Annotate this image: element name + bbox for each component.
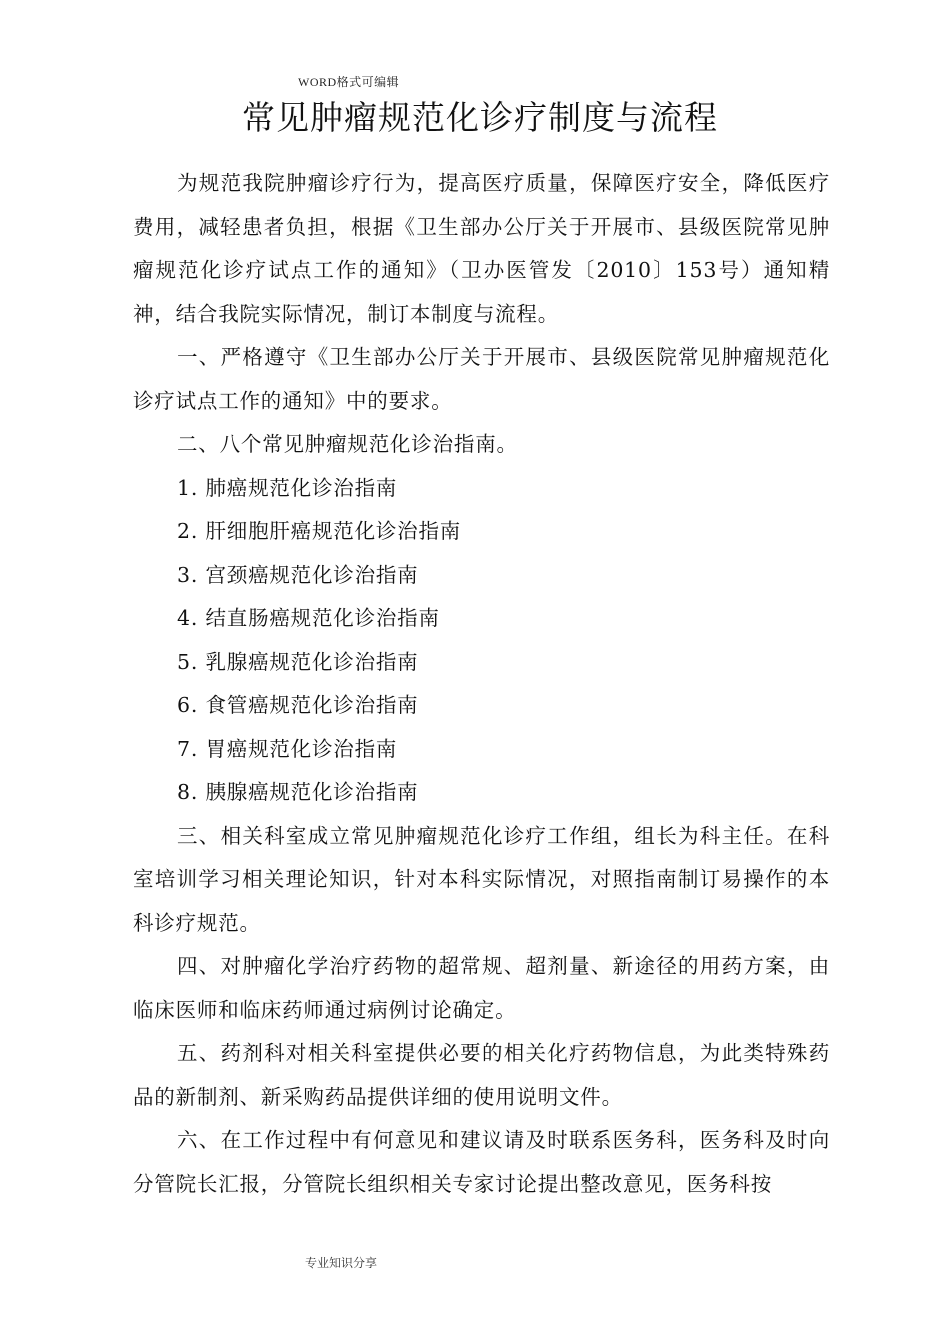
page-title: 常见肿瘤规范化诊疗制度与流程 [242, 98, 718, 137]
guideline-item: 1. 肺癌规范化诊治指南 [177, 475, 398, 500]
header-note: WORD格式可编辑 [298, 75, 400, 89]
guideline-item: 5. 乳腺癌规范化诊治指南 [177, 649, 419, 674]
guideline-item: 8. 胰腺癌规范化诊治指南 [177, 780, 419, 804]
guideline-item: 7. 胃癌规范化诊治指南 [177, 736, 398, 761]
section-6: 六、在工作过程中有何意见和建议请及时联系医务科，医务科及时向分管院长汇报，分管院长组织相关专家讨论提出整改意见，医务科按 [133, 1128, 830, 1196]
section-1: 一、严格遵守《卫生部办公厅关于开展市、县级医院常见肿瘤规范化诊疗试点工作的通知》中的要求。 [133, 345, 830, 413]
document-body [133, 162, 830, 1206]
footer-note: 专业知识分享 [305, 1256, 378, 1270]
guideline-item: 6. 食管癌规范化诊治指南 [177, 693, 419, 717]
section-3: 三、相关科室成立常见肿瘤规范化诊疗工作组，组长为科主任。在科室培训学习相关理论知识，针对本科实际情况，对照指南制订易操作的本科诊疗规范。 [133, 823, 830, 935]
guideline-item: 2. 肝细胞肝癌规范化诊治指南 [177, 519, 462, 543]
intro-paragraph: 为规范我院肿瘤诊疗行为，提高医疗质量，保障医疗安全，降低医疗费用，减轻患者负担，根据《卫生部办公厅关于开展市、县级医院常见肿瘤规范化诊疗试点工作的通知》（卫办医管发〔2010〕153号）通知精神，结合我院实际情况，制订本制度与流程。 [133, 171, 830, 326]
section-4: 四、对肿瘤化学治疗药物的超常规、超剂量、新途径的用药方案，由临床医师和临床药师通过病例讨论确定。 [133, 954, 830, 1022]
section-5: 五、药剂科对相关科室提供必要的相关化疗药物信息，为此类特殊药品的新制剂、新采购药品提供详细的使用说明文件。 [133, 1041, 830, 1109]
section-2: 二、八个常见肿瘤规范化诊治指南。 [177, 432, 518, 456]
guideline-item: 3. 宫颈癌规范化诊治指南 [177, 562, 419, 587]
guideline-item: 4. 结直肠癌规范化诊治指南 [177, 606, 440, 630]
